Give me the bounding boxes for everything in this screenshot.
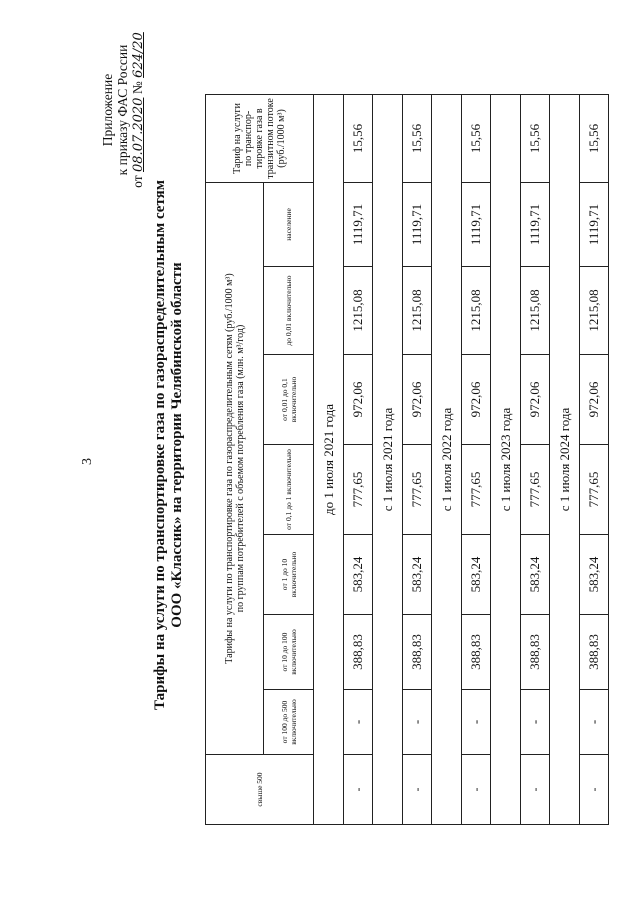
- col-header: от 1 до 10 включительно: [264, 535, 314, 615]
- col-header: от 0,01 до 0,1 включительно: [264, 355, 314, 445]
- table-row: [580, 94, 609, 824]
- period-row: [314, 94, 344, 824]
- table-cell: 1215,08: [580, 267, 609, 355]
- annex-number-handwritten: 624/20: [131, 32, 146, 78]
- annex-block: [100, 20, 146, 200]
- table-cell: 388,83: [521, 615, 550, 690]
- table-cell: 583,24: [462, 535, 491, 615]
- table-cell: 777,65: [580, 445, 609, 535]
- annex-number-prefix: №: [130, 81, 145, 95]
- period-label: до 1 июля 2021 года: [314, 94, 344, 824]
- transit-header: Тариф на услуги по транспор-тировке газа в транзитном потоке (руб./1000 м³): [206, 94, 314, 182]
- table-cell: 1215,08: [344, 267, 373, 355]
- table-cell: 15,56: [462, 94, 491, 182]
- table-cell: 777,65: [344, 445, 373, 535]
- table-cell: 777,65: [462, 445, 491, 535]
- table-cell: 972,06: [403, 355, 432, 445]
- table-cell: 15,56: [403, 94, 432, 182]
- table-cell: 1119,71: [521, 182, 550, 266]
- group-header: [206, 182, 264, 754]
- table-cell: 777,65: [403, 445, 432, 535]
- table-cell: 972,06: [580, 355, 609, 445]
- table-cell: 1119,71: [403, 182, 432, 266]
- annex-date-line: [130, 20, 146, 200]
- annex-date-handwritten: 08.07.2020: [131, 97, 146, 172]
- document-title: [152, 85, 186, 805]
- table-cell: -: [403, 755, 432, 825]
- table-cell: 1215,08: [462, 267, 491, 355]
- tariff-table: [205, 94, 609, 825]
- table-cell: -: [462, 755, 491, 825]
- table-cell: -: [344, 755, 373, 825]
- table-cell: 583,24: [580, 535, 609, 615]
- table-cell: -: [580, 755, 609, 825]
- table-cell: -: [521, 690, 550, 755]
- table-cell: 15,56: [344, 94, 373, 182]
- table-cell: 1119,71: [462, 182, 491, 266]
- table-cell: 15,56: [580, 94, 609, 182]
- table-cell: 15,56: [521, 94, 550, 182]
- table-cell: -: [462, 690, 491, 755]
- table-cell: 1215,08: [403, 267, 432, 355]
- table-cell: 583,24: [403, 535, 432, 615]
- table-cell: 972,06: [521, 355, 550, 445]
- period-label: с 1 июля 2021 года: [373, 94, 403, 824]
- table-cell: 1119,71: [344, 182, 373, 266]
- table-cell: 583,24: [521, 535, 550, 615]
- period-label: с 1 июля 2024 года: [550, 94, 580, 824]
- col-header: свыше 500: [206, 755, 314, 825]
- period-row: [491, 94, 521, 824]
- period-row: [550, 94, 580, 824]
- annex-title: Приложение: [100, 73, 115, 147]
- table-cell: 972,06: [462, 355, 491, 445]
- table-cell: 388,83: [580, 615, 609, 690]
- annex-date-prefix: от: [130, 175, 145, 188]
- table-cell: 972,06: [344, 355, 373, 445]
- table-row: [344, 94, 373, 824]
- table-cell: -: [580, 690, 609, 755]
- group-header-line-2: по группам потребителей с объемом потребления газа (млн. м³/год): [234, 324, 246, 613]
- col-header: от 10 до 100 включительно: [264, 615, 314, 690]
- period-row: [432, 94, 462, 824]
- table-cell: -: [344, 690, 373, 755]
- col-header: до 0,01 включительно: [264, 267, 314, 355]
- table-cell: -: [521, 755, 550, 825]
- col-header: от 100 до 500 включительно: [264, 690, 314, 755]
- title-line-1: Тарифы на услуги по транспортировке газа по газораспределительным сетям: [152, 180, 168, 710]
- table-row: [521, 94, 550, 824]
- title-line-2: ООО «Классик» на территории Челябинской области: [169, 262, 185, 628]
- table-cell: 1215,08: [521, 267, 550, 355]
- table-cell: 777,65: [521, 445, 550, 535]
- col-header: население: [264, 182, 314, 266]
- group-header-line-1: Тарифы на услуги по транспортировке газа по газораспределительным сетям (руб./1000 м³): [223, 273, 235, 664]
- table-row: [403, 94, 432, 824]
- table-row: [462, 94, 491, 824]
- table-cell: 388,83: [403, 615, 432, 690]
- table-cell: 388,83: [462, 615, 491, 690]
- col-header: от 0,1 до 1 включительно: [264, 445, 314, 535]
- period-row: [373, 94, 403, 824]
- table-cell: 388,83: [344, 615, 373, 690]
- table-cell: 583,24: [344, 535, 373, 615]
- table-cell: -: [403, 690, 432, 755]
- page-number: 3: [80, 458, 95, 465]
- annex-order-ref: к приказу ФАС России: [115, 44, 130, 176]
- table-cell: 1119,71: [580, 182, 609, 266]
- period-label: с 1 июля 2023 года: [491, 94, 521, 824]
- period-label: с 1 июля 2022 года: [432, 94, 462, 824]
